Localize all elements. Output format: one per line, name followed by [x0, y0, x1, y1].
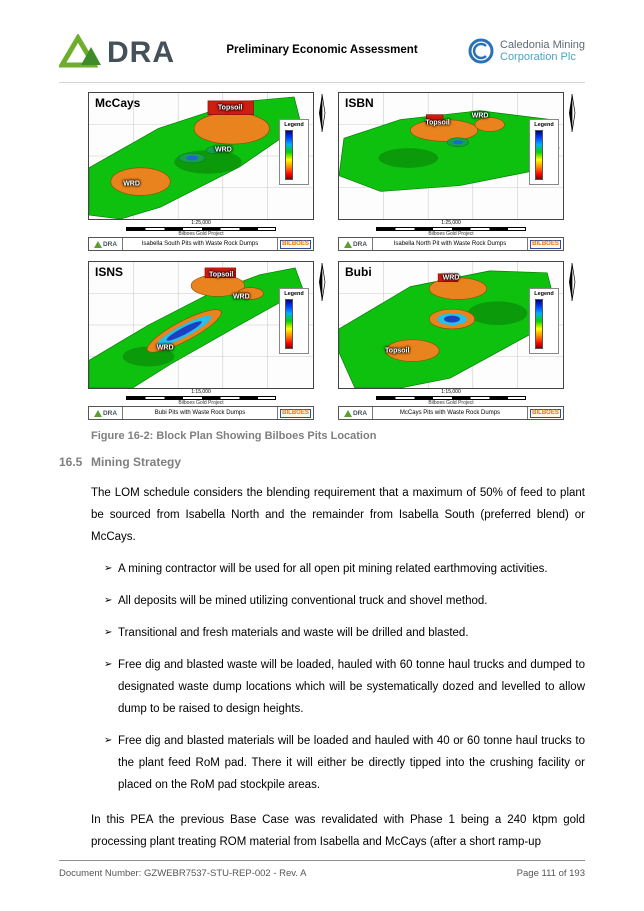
panel-caption-bar — [88, 237, 314, 251]
map-isns — [88, 261, 314, 389]
caledonia-logo-icon — [468, 38, 494, 64]
label-wrd-2: WRD — [156, 344, 174, 352]
legend-title: Legend — [284, 122, 304, 128]
legend-ramp — [285, 299, 293, 349]
project-text: Bilboes Gold Project — [428, 231, 474, 237]
section-heading — [59, 455, 585, 469]
scale-text: 1:15,000 — [441, 389, 461, 395]
label-topsoil: Topsoil — [385, 347, 410, 355]
bilboes-mini-text: BILBOES — [530, 240, 562, 249]
dra-mini-triangle-icon — [94, 410, 102, 417]
scale-text: 1:25,000 — [191, 220, 211, 226]
legend-title: Legend — [534, 291, 554, 297]
scale-bar — [338, 389, 564, 406]
dra-logo — [59, 34, 175, 68]
bullet-text: Free dig and blasted waste will be loaded, hauled with 60 tonne haul trucks and dumped to designated waste dump locations which will be systematically dozed and levelled to allow dump to be raised to design heights. — [118, 659, 585, 715]
panel-caption-bar — [338, 237, 564, 251]
label-wrd: WRD — [232, 293, 250, 301]
bilboes-mini-logo — [527, 407, 563, 419]
dra-logo-icon — [59, 34, 103, 68]
paragraph: In this PEA the previous Base Case was revalidated with Phase 1 being a 240 ktpm gold processing plant treating ROM material from Isabella and McCays (after a short ramp-up — [91, 814, 585, 848]
bullet-text: A mining contractor will be used for all open pit mining related earthmoving activities. — [118, 563, 548, 575]
dra-mini-text: DRA — [102, 240, 118, 248]
map-panel-isbn — [338, 92, 580, 251]
panel-caption-bar — [88, 406, 314, 420]
dra-mini-triangle-icon — [94, 241, 102, 248]
map-title-isbn: ISBN — [345, 96, 374, 110]
bullet-arrow-icon: ➢ — [104, 735, 113, 746]
legend-ramp — [535, 130, 543, 180]
label-wrd-2: WRD — [123, 180, 140, 188]
map-legend — [279, 288, 309, 354]
map-title-bubi: Bubi — [345, 265, 372, 279]
dra-mini-triangle-icon — [344, 410, 352, 417]
dra-mini-logo — [339, 238, 373, 250]
bullet-text: Transitional and fresh materials and waste will be drilled and blasted. — [118, 627, 469, 639]
page-header — [59, 26, 585, 76]
label-wrd: WRD — [215, 146, 232, 154]
north-arrow-icon — [314, 92, 330, 220]
map-title-isns: ISNS — [95, 265, 124, 279]
bullet-arrow-icon: ➢ — [104, 563, 113, 574]
scale-text: 1:25,000 — [441, 220, 461, 226]
figure-16-2 — [88, 92, 580, 442]
bullet-arrow-icon: ➢ — [104, 627, 113, 638]
page-title: Preliminary Economic Assessment — [226, 44, 418, 56]
bilboes-mini-text: BILBOES — [530, 409, 562, 418]
bilboes-mini-logo — [277, 407, 313, 419]
section-16-5 — [59, 455, 585, 853]
map-panel-isns — [88, 261, 330, 420]
label-topsoil: Topsoil — [425, 119, 450, 127]
dra-mini-logo — [339, 407, 373, 419]
panel-caption-bar — [338, 406, 564, 420]
label-wrd: WRD — [442, 274, 460, 282]
bilboes-mini-logo — [527, 238, 563, 250]
bilboes-mini-logo — [277, 238, 313, 250]
dra-logo-text: DRA — [107, 36, 175, 69]
caledonia-logo — [468, 38, 585, 64]
section-number: 16.5 — [59, 455, 83, 469]
label-wrd: WRD — [471, 112, 489, 120]
label-topsoil: Topsoil — [208, 271, 234, 279]
caledonia-line1: Caledonia Mining — [500, 39, 585, 51]
scale-bar — [338, 220, 564, 237]
bullet-item — [91, 622, 585, 644]
header-divider — [59, 82, 585, 83]
dra-mini-logo — [89, 238, 123, 250]
north-arrow-icon — [564, 92, 580, 220]
panel-caption: Isabella North Pit with Waste Rock Dumps — [393, 241, 507, 247]
legend-title: Legend — [284, 291, 304, 297]
north-arrow-icon — [314, 261, 330, 389]
bullet-item — [91, 730, 585, 796]
dra-mini-logo — [89, 407, 123, 419]
map-panel-bubi — [338, 261, 580, 420]
project-text: Bilboes Gold Project — [178, 400, 224, 406]
map-isbn — [338, 92, 564, 220]
legend-ramp — [285, 130, 293, 180]
map-bubi — [338, 261, 564, 389]
page-number: Page 111 of 193 — [516, 868, 585, 879]
map-panel-grid — [88, 92, 580, 420]
bullet-item — [91, 654, 585, 720]
panel-caption: Isabella South Pits with Waste Rock Dumps — [141, 241, 259, 247]
panel-caption: Bubi Pits with Waste Rock Dumps — [154, 410, 246, 416]
bullet-list — [91, 558, 585, 796]
legend-ramp — [535, 299, 543, 349]
dra-mini-triangle-icon — [344, 241, 352, 248]
page-footer — [59, 860, 585, 879]
caledonia-line2: Corporation Plc — [500, 51, 576, 63]
map-legend — [529, 288, 559, 354]
bilboes-mini-text: BILBOES — [280, 409, 312, 418]
map-legend — [279, 119, 309, 185]
panel-caption: McCays Pits with Waste Rock Dumps — [399, 410, 501, 416]
scale-bar — [88, 220, 314, 237]
scale-text: 1:15,000 — [191, 389, 211, 395]
figure-caption: Figure 16-2: Block Plan Showing Bilboes Pits Location — [91, 430, 377, 442]
legend-title: Legend — [534, 122, 554, 128]
scale-bar — [88, 389, 314, 406]
map-legend — [529, 119, 559, 185]
bullet-text: All deposits will be mined utilizing conventional truck and shovel method. — [118, 595, 488, 607]
map-panel-mccays — [88, 92, 330, 251]
paragraph: The LOM schedule considers the blending requirement that a maximum of 50% of feed to plant be sourced from Isabella North and the remainder from Isabella South (preferred blend) or McCays. — [91, 487, 585, 543]
bullet-text: Free dig and blasted materials will be loaded and hauled with 40 or 60 tonne haul trucks to the plant feed RoM pad. There it will either be directly tipped into the crushing facility or placed on the RoM pad stockpile areas. — [118, 735, 585, 791]
section-title: Mining Strategy — [91, 455, 182, 469]
bullet-item — [91, 558, 585, 580]
caledonia-logo-text — [500, 39, 585, 63]
bilboes-mini-text: BILBOES — [280, 240, 312, 249]
bullet-arrow-icon: ➢ — [104, 595, 113, 606]
dra-mini-text: DRA — [352, 240, 368, 248]
map-title-mccays: McCays — [95, 96, 141, 110]
map-mccays — [88, 92, 314, 220]
project-text: Bilboes Gold Project — [428, 400, 474, 406]
label-topsoil: Topsoil — [217, 104, 243, 112]
bullet-item — [91, 590, 585, 612]
dra-mini-text: DRA — [352, 409, 368, 417]
bullet-arrow-icon: ➢ — [104, 659, 113, 670]
north-arrow-icon — [564, 261, 580, 389]
project-text: Bilboes Gold Project — [178, 231, 224, 237]
document-number: Document Number: GZWEBR7537-STU-REP-002 - Rev. A — [59, 868, 307, 879]
dra-mini-text: DRA — [102, 409, 118, 417]
